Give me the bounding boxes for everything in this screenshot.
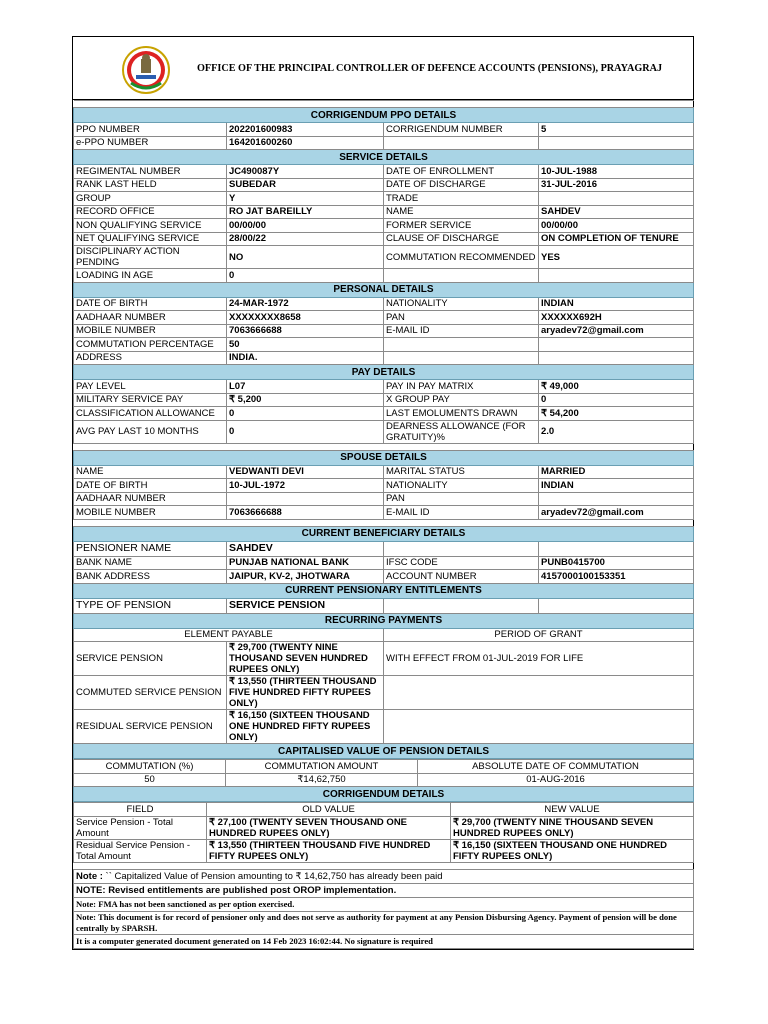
value: Y: [227, 192, 384, 206]
table-row: [74, 269, 694, 283]
office-title: OFFICE OF THE PRINCIPAL CONTROLLER OF DEFENCE ACCOUNTS (PENSIONS), PRAYAGRAJ: [197, 63, 663, 74]
section-title-corrigendum-ppo: CORRIGENDUM PPO DETAILS: [74, 108, 694, 123]
value: INDIAN: [539, 297, 694, 311]
label: LAST EMOLUMENTS DRAWN: [384, 407, 539, 421]
empty-cell: [384, 541, 539, 556]
table-row: [74, 407, 694, 421]
value: ON COMPLETION OF TENURE: [539, 232, 694, 246]
label: GROUP: [74, 192, 227, 206]
value: 0: [227, 420, 384, 443]
value: 31-JUL-2016: [539, 178, 694, 192]
table-row: [74, 324, 694, 338]
empty-cell: [384, 351, 539, 365]
label: DISCIPLINARY ACTION PENDING: [74, 246, 227, 269]
value: aryadev72@gmail.com: [539, 324, 694, 338]
label: X GROUP PAY: [384, 393, 539, 407]
table-row: [74, 710, 694, 744]
value: VEDWANTI DEVI: [227, 465, 384, 479]
value: 2.0: [539, 420, 694, 443]
table-row: [74, 219, 694, 233]
label: REGIMENTAL NUMBER: [74, 165, 227, 179]
table-row: [74, 816, 694, 839]
label: BANK NAME: [74, 556, 227, 570]
note-row: [74, 911, 694, 934]
value: NO: [227, 246, 384, 269]
empty-cell: [539, 269, 694, 283]
section-title-capitalised: CAPITALISED VALUE OF PENSION DETAILS: [74, 744, 694, 759]
label: Service Pension - Total Amount: [74, 816, 207, 839]
value: ₹ 16,150 (SIXTEEN THOUSAND ONE HUNDRED FIFTY RUPEES ONLY): [451, 839, 694, 862]
table-row: [74, 628, 694, 642]
label: SERVICE PENSION: [74, 642, 227, 676]
value: 5: [539, 123, 694, 137]
empty-cell: [539, 598, 694, 613]
table-row: [74, 598, 694, 613]
value: ₹ 13,550 (THIRTEEN THOUSAND FIVE HUNDRED FIFTY RUPEES ONLY): [227, 676, 384, 710]
label: e-PPO NUMBER: [74, 136, 227, 150]
table-row: [74, 839, 694, 862]
section-title-service: SERVICE DETAILS: [74, 150, 694, 165]
table-row: [74, 136, 694, 150]
label: IFSC CODE: [384, 556, 539, 570]
value: ₹ 54,200: [539, 407, 694, 421]
column-header: COMMUTATION AMOUNT: [226, 760, 418, 774]
document-table: [73, 100, 694, 759]
label: TYPE OF PENSION: [74, 598, 227, 613]
empty-cell: [384, 338, 539, 352]
value: 0: [227, 269, 384, 283]
label: NATIONALITY: [384, 479, 539, 493]
table-row: [74, 393, 694, 407]
label: DATE OF DISCHARGE: [384, 178, 539, 192]
value: WITH EFFECT FROM 01-JUL-2019 FOR LIFE: [384, 642, 694, 676]
label: BANK ADDRESS: [74, 570, 227, 584]
table-row: [74, 556, 694, 570]
label: PAY LEVEL: [74, 380, 227, 394]
table-row: [74, 165, 694, 179]
label: MILITARY SERVICE PAY: [74, 393, 227, 407]
value: ₹ 49,000: [539, 380, 694, 394]
empty-cell: [539, 338, 694, 352]
section-title-recurring: RECURRING PAYMENTS: [74, 613, 694, 628]
label: PAY IN PAY MATRIX: [384, 380, 539, 394]
label: ADDRESS: [74, 351, 227, 365]
label: COMMUTATION RECOMMENDED: [384, 246, 539, 269]
label: PAN: [384, 311, 539, 325]
value: ₹ 29,700 (TWENTY NINE THOUSAND SEVEN HUNDRED RUPEES ONLY): [451, 816, 694, 839]
value: [539, 192, 694, 206]
value: INDIA.: [227, 351, 384, 365]
table-row: [74, 192, 694, 206]
label: E-MAIL ID: [384, 506, 539, 520]
value: 4157000100153351: [539, 570, 694, 584]
value: SAHDEV: [227, 541, 384, 556]
note-row: [74, 869, 694, 883]
value: 10-JUL-1988: [539, 165, 694, 179]
label: CLASSIFICATION ALLOWANCE: [74, 407, 227, 421]
value: [384, 676, 694, 710]
value: PUNB0415700: [539, 556, 694, 570]
value: 0: [539, 393, 694, 407]
value: 7063666688: [227, 324, 384, 338]
label: MARITAL STATUS: [384, 465, 539, 479]
column-header: ABSOLUTE DATE OF COMMUTATION: [418, 760, 694, 774]
value: 28/00/22: [227, 232, 384, 246]
empty-cell: [384, 136, 539, 150]
spacer: [74, 443, 694, 450]
value: SERVICE PENSION: [227, 598, 384, 613]
value: 0: [227, 407, 384, 421]
section-title-entitlements: CURRENT PENSIONARY ENTITLEMENTS: [74, 583, 694, 598]
value: 01-AUG-2016: [418, 773, 694, 787]
label: DATE OF ENROLLMENT: [384, 165, 539, 179]
section-title-pay: PAY DETAILS: [74, 365, 694, 380]
pension-document: [72, 36, 694, 950]
value: 50: [74, 773, 226, 787]
column-header: COMMUTATION (%): [74, 760, 226, 774]
value: RO JAT BAREILLY: [227, 205, 384, 219]
note-row: [74, 897, 694, 911]
label: RESIDUAL SERVICE PENSION: [74, 710, 227, 744]
table-row: [74, 123, 694, 137]
value: 10-JUL-1972: [227, 479, 384, 493]
column-header: FIELD: [74, 803, 207, 817]
value: ₹ 13,550 (THIRTEEN THOUSAND FIVE HUNDRED FIFTY RUPEES ONLY): [207, 839, 451, 862]
value: XXXXXX692H: [539, 311, 694, 325]
empty-cell: [539, 541, 694, 556]
value: SAHDEV: [539, 205, 694, 219]
label: TRADE: [384, 192, 539, 206]
value: ₹ 16,150 (SIXTEEN THOUSAND ONE HUNDRED FIFTY RUPEES ONLY): [227, 710, 384, 744]
value: MARRIED: [539, 465, 694, 479]
table-row: [74, 465, 694, 479]
table-row: [74, 541, 694, 556]
value: ₹14,62,750: [226, 773, 418, 787]
note-record: Note: This document is for record of pensioner only and does not serve as authority for payment at any Pension Disbursing Agency. Payment of pension will be done centrally by SPARSH.: [74, 911, 694, 934]
label: CORRIGENDUM NUMBER: [384, 123, 539, 137]
table-row: [74, 676, 694, 710]
value: ₹ 27,100 (TWENTY SEVEN THOUSAND ONE HUNDRED RUPEES ONLY): [207, 816, 451, 839]
label: RECORD OFFICE: [74, 205, 227, 219]
table-row: [74, 338, 694, 352]
table-row: [74, 773, 694, 787]
value: JAIPUR, KV-2, JHOTWARA: [227, 570, 384, 584]
spacer: [74, 862, 694, 869]
note-row: [74, 883, 694, 897]
value: INDIAN: [539, 479, 694, 493]
label: AVG PAY LAST 10 MONTHS: [74, 420, 227, 443]
table-row: [74, 232, 694, 246]
label: NON QUALIFYING SERVICE: [74, 219, 227, 233]
capitalised-table: [73, 759, 694, 802]
label: LOADING IN AGE: [74, 269, 227, 283]
table-row: [74, 297, 694, 311]
section-title-personal: PERSONAL DETAILS: [74, 282, 694, 297]
note-capitalized: [74, 869, 694, 883]
table-row: [74, 380, 694, 394]
value: YES: [539, 246, 694, 269]
note-generated: It is a computer generated document generated on 14 Feb 2023 16:02:44. No signature is required: [74, 934, 694, 948]
value: 50: [227, 338, 384, 352]
spacer: [74, 519, 694, 526]
column-header: NEW VALUE: [451, 803, 694, 817]
value: 00/00/00: [539, 219, 694, 233]
label: FORMER SERVICE: [384, 219, 539, 233]
value: [384, 710, 694, 744]
label: AADHAAR NUMBER: [74, 311, 227, 325]
value: 202201600983: [227, 123, 384, 137]
table-row: [74, 506, 694, 520]
label: MOBILE NUMBER: [74, 506, 227, 520]
table-row: [74, 311, 694, 325]
value: [539, 492, 694, 506]
corrigendum-table: [73, 802, 694, 949]
section-title-beneficiary: CURRENT BENEFICIARY DETAILS: [74, 526, 694, 541]
label: COMMUTED SERVICE PENSION: [74, 676, 227, 710]
value: PUNJAB NATIONAL BANK: [227, 556, 384, 570]
label: PPO NUMBER: [74, 123, 227, 137]
label: COMMUTATION PERCENTAGE: [74, 338, 227, 352]
label: Residual Service Pension - Total Amount: [74, 839, 207, 862]
label: NAME: [74, 465, 227, 479]
note-label: Note :: [76, 870, 103, 882]
label: E-MAIL ID: [384, 324, 539, 338]
empty-cell: [384, 269, 539, 283]
table-row: [74, 570, 694, 584]
section-title-corrigendum: CORRIGENDUM DETAILS: [74, 787, 694, 802]
table-row: [74, 178, 694, 192]
table-row: [74, 803, 694, 817]
column-header: PERIOD OF GRANT: [384, 628, 694, 642]
label: NET QUALIFYING SERVICE: [74, 232, 227, 246]
value: [227, 492, 384, 506]
spacer: [74, 101, 694, 108]
value: 24-MAR-1972: [227, 297, 384, 311]
label: ACCOUNT NUMBER: [384, 570, 539, 584]
note-row: [74, 934, 694, 948]
value: ₹ 29,700 (TWENTY NINE THOUSAND SEVEN HUNDRED RUPEES ONLY): [227, 642, 384, 676]
note-orop: NOTE: Revised entitlements are published post OROP implementation.: [74, 883, 694, 897]
value: ₹ 5,200: [227, 393, 384, 407]
label: DATE OF BIRTH: [74, 479, 227, 493]
label: MOBILE NUMBER: [74, 324, 227, 338]
value: XXXXXXXX8658: [227, 311, 384, 325]
label: AADHAAR NUMBER: [74, 492, 227, 506]
value: JC490087Y: [227, 165, 384, 179]
value: aryadev72@gmail.com: [539, 506, 694, 520]
label: PENSIONER NAME: [74, 541, 227, 556]
table-row: [74, 351, 694, 365]
value: SUBEDAR: [227, 178, 384, 192]
table-row: [74, 760, 694, 774]
empty-cell: [539, 136, 694, 150]
value: 00/00/00: [227, 219, 384, 233]
empty-cell: [384, 598, 539, 613]
column-header: OLD VALUE: [207, 803, 451, 817]
label: DATE OF BIRTH: [74, 297, 227, 311]
table-row: [74, 205, 694, 219]
label: RANK LAST HELD: [74, 178, 227, 192]
label: PAN: [384, 492, 539, 506]
value: 7063666688: [227, 506, 384, 520]
value: L07: [227, 380, 384, 394]
label: CLAUSE OF DISCHARGE: [384, 232, 539, 246]
note-text: `` Capitalized Value of Pension amounting to ₹ 14,62,750 has already been paid: [102, 870, 443, 882]
table-row: [74, 246, 694, 269]
department-emblem-icon: [121, 45, 171, 95]
table-row: [74, 420, 694, 443]
label: NATIONALITY: [384, 297, 539, 311]
note-fma: Note: FMA has not been sanctioned as per option exercised.: [74, 897, 694, 911]
column-header: ELEMENT PAYABLE: [74, 628, 384, 642]
section-title-spouse: SPOUSE DETAILS: [74, 450, 694, 465]
label: NAME: [384, 205, 539, 219]
value: 164201600260: [227, 136, 384, 150]
empty-cell: [539, 351, 694, 365]
table-row: [74, 492, 694, 506]
table-row: [74, 479, 694, 493]
document-header: [73, 37, 693, 100]
table-row: [74, 642, 694, 676]
label: DEARNESS ALLOWANCE (FOR GRATUITY)%: [384, 420, 539, 443]
